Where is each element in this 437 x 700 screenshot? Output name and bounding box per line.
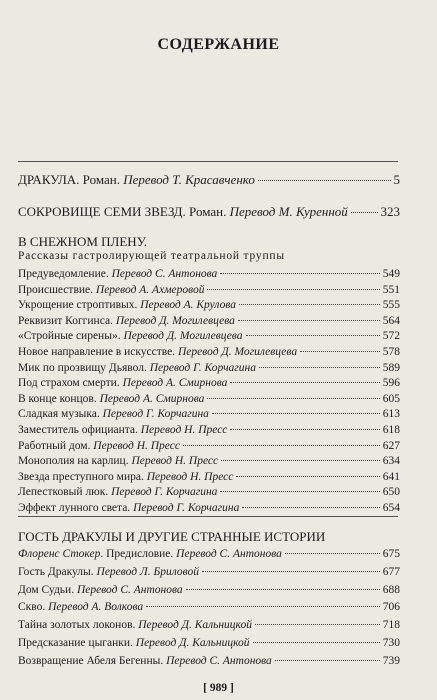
entry-page: 634 — [382, 455, 400, 468]
entry-title: ДРАКУЛА. Роман. — [18, 172, 124, 187]
entry-translator: Перевод Л. Бриловой — [96, 565, 199, 578]
entry-title: Дом Судьи. — [18, 583, 77, 596]
entry-translator: Перевод Г. Корчагина — [149, 361, 256, 374]
entry-page: 739 — [382, 654, 400, 667]
entry-title: Новое направление в искусстве. — [18, 346, 178, 358]
toc-entry — [18, 346, 400, 358]
entry-translator: Перевод Н. Пресс — [146, 470, 234, 483]
leader-dots — [183, 445, 380, 446]
bleed-through-text — [0, 0, 437, 160]
section-subtitle: Рассказы гастролирующей театральной труппы — [18, 250, 285, 262]
leader-dots — [275, 660, 380, 661]
leader-dots — [212, 413, 380, 414]
entry-title-wrap — [18, 393, 204, 405]
leader-dots — [186, 589, 380, 590]
toc-entry — [18, 655, 400, 667]
leader-dots — [253, 642, 380, 643]
entry-title: Укрощение строптивых. — [18, 299, 141, 312]
toc-entry — [18, 502, 400, 514]
entry-title: Мик по прозвищу Дьявол. — [18, 361, 150, 374]
entry-title-wrap — [18, 408, 209, 420]
leader-dots — [207, 398, 379, 399]
leader-dots — [242, 507, 379, 508]
entry-title-wrap — [18, 584, 183, 596]
entry-title-wrap — [18, 566, 199, 578]
entry-page: 555 — [382, 299, 400, 312]
entry-title-wrap — [18, 502, 239, 514]
entry-page: 677 — [382, 565, 400, 578]
entry-title-wrap — [18, 299, 236, 311]
entry-title-wrap — [18, 471, 233, 483]
entry-title: Тайна золотых локонов. — [18, 619, 139, 632]
toc-entry — [18, 471, 400, 483]
leader-dots — [300, 351, 380, 352]
entry-title-wrap — [18, 330, 243, 342]
entry-translator: Перевод А. Смирнова — [122, 377, 228, 390]
entry-page: 323 — [380, 204, 400, 219]
entry-title: Скво. — [18, 601, 49, 614]
divider — [18, 516, 398, 517]
toc-entry — [18, 362, 400, 374]
entry-page: 654 — [382, 502, 400, 514]
entry-page: 551 — [382, 283, 400, 296]
entry-page: 718 — [382, 619, 400, 632]
entry-translator: Перевод Д. Кальницкой — [138, 619, 252, 632]
entry-title-wrap — [18, 655, 272, 667]
leader-dots — [146, 606, 380, 607]
leader-dots — [351, 212, 378, 213]
leader-dots — [221, 460, 380, 461]
toc-entry — [18, 440, 400, 452]
leader-dots — [236, 476, 379, 477]
leader-dots — [220, 273, 379, 274]
entry-translator: Перевод М. Куренной — [229, 204, 348, 219]
toc-entry — [18, 330, 400, 342]
divider — [18, 161, 398, 162]
entry-page: 613 — [382, 408, 400, 421]
page-title: СОДЕРЖАНИЕ — [157, 36, 280, 53]
leader-dots — [220, 491, 379, 492]
entry-title-wrap — [18, 268, 217, 280]
toc-entry — [18, 393, 400, 405]
entry-translator: Перевод С. Антонова — [111, 268, 218, 280]
entry-page: 627 — [382, 439, 400, 452]
entry-translator: Перевод Г. Корчагина — [102, 408, 209, 421]
section-title: В СНЕЖНОМ ПЛЕНУ. — [18, 234, 148, 249]
entry-translator: Перевод Д. Могилевцева — [178, 346, 298, 358]
toc-entry — [18, 315, 400, 327]
entry-title: Под страхом смерти. — [18, 377, 123, 390]
entry-translator: Перевод Д. Могилевцева — [123, 330, 243, 343]
toc-entry — [18, 424, 400, 436]
entry-translator: Перевод А. Крулова — [140, 299, 237, 312]
section-title: ГОСТЬ ДРАКУЛЫ И ДРУГИЕ СТРАННЫЕ ИСТОРИИ — [18, 529, 326, 544]
entry-title: Реквизит Коггинса. — [18, 314, 116, 327]
entry-title-wrap — [18, 172, 255, 188]
toc-entry — [18, 566, 400, 578]
entry-title-wrap — [18, 486, 217, 498]
toc-entry — [18, 408, 400, 420]
toc-entry — [18, 548, 400, 560]
entry-page: 650 — [382, 486, 400, 499]
leader-dots — [207, 289, 379, 290]
leader-dots — [258, 180, 391, 181]
entry-translator: Перевод С. Антонова — [166, 654, 272, 667]
entry-title-wrap — [18, 619, 252, 631]
toc-entry — [18, 584, 400, 596]
entry-title: СОКРОВИЩЕ СЕМИ ЗВЕЗД. Роман. — [18, 204, 230, 219]
toc-entry — [18, 619, 400, 631]
toc-entry — [18, 601, 400, 613]
entry-translator: Перевод Г. Корчагина — [133, 502, 240, 514]
entry-translator: Перевод Д. Кальницкой — [135, 637, 250, 649]
entry-translator: Перевод Н. Пресс — [93, 439, 180, 452]
entry-title: Предсказание цыганки. — [18, 637, 136, 649]
entry-translator: Перевод Н. Пресс — [131, 455, 219, 468]
entry-author: Флоренс Стокер — [18, 548, 101, 560]
entry-page: 641 — [382, 470, 400, 483]
entry-title-wrap — [18, 548, 282, 560]
entry-title: Монополия на карлиц. — [18, 455, 132, 468]
toc-entry — [18, 172, 400, 188]
entry-title: Сладкая музыка. — [18, 408, 103, 421]
leader-dots — [202, 571, 380, 572]
entry-translator: Перевод Т. Красавченко — [123, 172, 255, 187]
entry-title: Лепестковый люк. — [18, 486, 112, 499]
entry-translator: Перевод Д. Могилевцева — [115, 314, 235, 327]
entry-title: Гость Дракулы. — [18, 565, 97, 578]
entry-translator: Перевод Н. Пресс — [140, 424, 228, 436]
entry-title: В конце концов. — [18, 392, 100, 405]
entry-page: 706 — [382, 601, 400, 614]
entry-translator: Перевод Г. Корчагина — [111, 486, 218, 499]
entry-title-wrap — [18, 601, 143, 613]
entry-page: 730 — [382, 637, 400, 649]
entry-title: Происшествие. — [18, 283, 96, 296]
leader-dots — [239, 304, 380, 305]
entry-page: 596 — [382, 377, 400, 390]
entry-title: Предуведомление. — [18, 268, 112, 280]
toc-entry — [18, 377, 400, 389]
entry-title: Звезда преступного мира. — [18, 470, 147, 483]
entry-title: . Предисловие. — [100, 548, 177, 560]
entry-page: 5 — [393, 172, 400, 187]
entry-page: 564 — [382, 314, 400, 327]
entry-title-wrap — [18, 362, 256, 374]
leader-dots — [246, 335, 380, 336]
toc-entry — [18, 486, 400, 498]
toc-entry — [18, 268, 400, 280]
entry-page: 688 — [382, 583, 400, 596]
entry-title-wrap — [18, 346, 297, 358]
entry-page: 572 — [382, 330, 400, 343]
entry-page: 605 — [382, 392, 400, 405]
page-number: [ 989 ] — [203, 682, 234, 694]
toc-entry — [18, 299, 400, 311]
entry-title-wrap — [18, 204, 348, 220]
toc-entry — [18, 637, 400, 649]
entry-title: Возвращение Абеля Бегенны. — [18, 654, 167, 667]
entry-translator: Перевод А. Смирнова — [99, 392, 205, 405]
leader-dots — [285, 553, 380, 554]
entry-page: 578 — [382, 346, 400, 358]
toc-entry — [18, 455, 400, 467]
entry-page: 589 — [382, 361, 400, 374]
entry-translator: Перевод А. Волкова — [48, 601, 144, 614]
entry-title: Работный дом. — [18, 439, 94, 452]
toc-entry — [18, 284, 400, 296]
leader-dots — [230, 382, 379, 383]
entry-title: Заместитель официанта. — [18, 424, 141, 436]
leader-dots — [238, 320, 380, 321]
entry-title-wrap — [18, 315, 235, 327]
leader-dots — [259, 367, 380, 368]
leader-dots — [255, 624, 380, 625]
entry-title-wrap — [18, 424, 227, 436]
entry-page: 675 — [382, 548, 400, 560]
entry-page: 618 — [382, 424, 400, 436]
leader-dots — [230, 429, 379, 430]
entry-title: Эффект лунного света. — [18, 502, 134, 514]
toc-entry — [18, 204, 400, 220]
entry-title-wrap — [18, 377, 227, 389]
entry-translator: Перевод А. Ахмеровой — [95, 283, 205, 296]
entry-translator: Перевод С. Антонова — [76, 583, 183, 596]
entry-title-wrap — [18, 455, 218, 467]
entry-title-wrap — [18, 440, 180, 452]
entry-title-wrap — [18, 284, 204, 296]
entry-page: 549 — [382, 268, 400, 280]
entry-title-wrap — [18, 637, 250, 649]
entry-translator: Перевод С. Антонова — [176, 548, 282, 560]
entry-title: «Стройные сирены». — [18, 330, 124, 343]
